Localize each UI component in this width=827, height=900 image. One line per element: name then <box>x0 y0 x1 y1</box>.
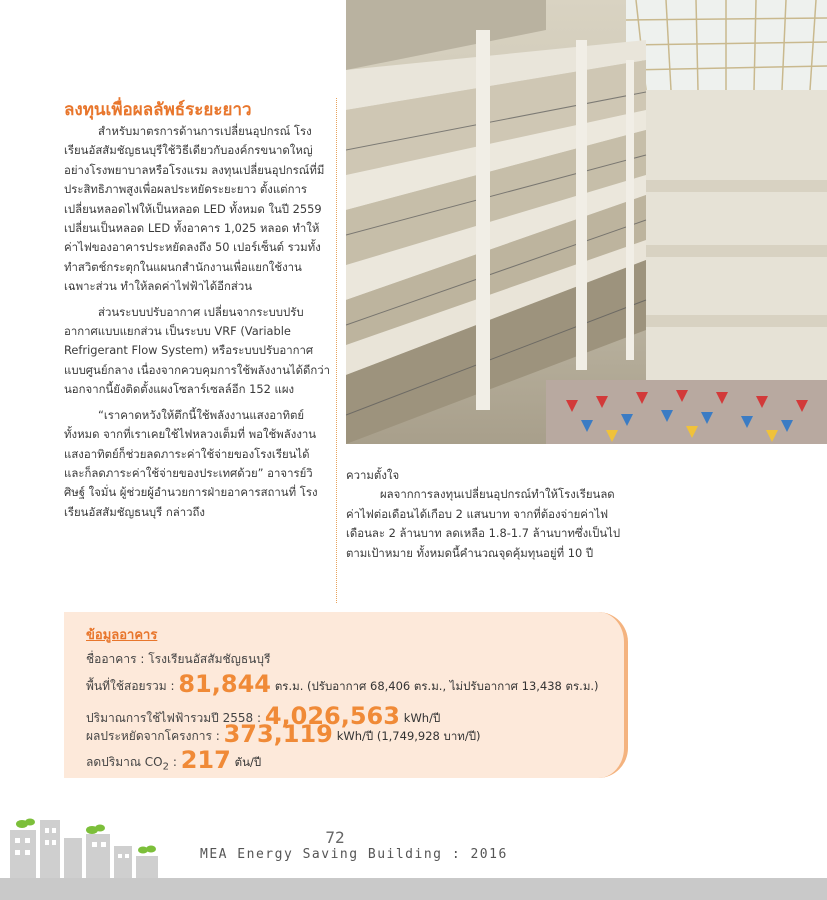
paragraph-aircon: ส่วนระบบปรับอากาศ เปลี่ยนจากระบบปรับอากาศแบบแยกส่วน เป็นระบบ VRF (Variable Refrigerant Flow System) หรือระบบปรับอากาศแบบศูนย์กลาง เนื่องจากควบคุมการใช้พลังงานได้ดีกว่า นอกจากนี้ยังติดตั้งแผงโซลาร์เซลล์อีก 152 แผง <box>64 304 331 397</box>
energy-label: ปริมาณการใช้ไฟฟ้ารวมปี 2558 : <box>86 711 265 725</box>
area-detail: ตร.ม. (ปรับอากาศ 68,406 ตร.ม., ไม่ปรับอากาศ 13,438 ตร.ม.) <box>274 679 599 693</box>
building-label: ชื่ออาคาร : <box>86 652 149 666</box>
building-name: โรงเรียนอัสสัมชัญธนบุรี <box>148 652 271 666</box>
paragraph-equipment: สำหรับมาตรการด้านการเปลี่ยนอุปกรณ์ โรงเรียนอัสสัมชัญธนบุรีใช้วิธีเดียวกับองค์กรขนาดใหญ่อย่างโรงพยาบาลหรือโรงแรม ลงทุนเปลี่ยนอุปกรณ์ที่มีประสิทธิภาพสูงเพื่อผลประหยัดระยะยาว ตั้งแต่การเปลี่ยนหลอดไฟให้เป็นหลอด LED ทั้งหมด ในปี 2559 เปลี่ยนเป็นหลอด LED ทั้งอาคาร 1,025 หลอด ทำให้ค่าไฟของอาคารประหยัดลงถึง 50 เปอร์เซ็นต์ รวมทั้งทำสวิตช์กระตุกในแผนกสำนักงานเพื่อแยกใช้งานเฉพาะส่วน ทำให้ลดค่าไฟฟ้าได้อีกส่วน <box>64 124 325 294</box>
area-value: 81,844 <box>178 670 271 698</box>
atrium-illustration <box>346 0 827 444</box>
savings-value: 373,119 <box>223 720 333 748</box>
paragraph-results: ผลจากการลงทุนเปลี่ยนอุปกรณ์ทำให้โรงเรียนลดค่าไฟต่อเดือนได้เกือบ 2 แสนบาท จากที่ต้องจ่ายค่าไฟเดือนละ 2 ล้านบาท ลดเหลือ 1.8-1.7 ล้านบาทซึ่งเป็นไปตามเป้าหมาย ทั้งหมดนี้คำนวณจุดคุ้มทุนอยู่ที่ 10 ปี <box>346 487 621 560</box>
school-atrium-photo <box>346 0 827 444</box>
savings-line-content <box>86 720 481 748</box>
article-heading: ลงทุนเพื่อผลลัพธ์ระยะยาว <box>64 100 252 120</box>
publication-title: MEA Energy Saving Building : 2016 <box>200 847 508 862</box>
area-label: พื้นที่ใช้สอยรวม : <box>86 679 179 693</box>
co2-line <box>86 746 261 774</box>
co2-unit: ตัน/ปี <box>234 755 262 769</box>
energy-unit: kWh/ปี <box>403 711 441 725</box>
area-line <box>86 670 599 698</box>
page-number: 72 <box>325 828 345 847</box>
column-divider <box>336 98 337 603</box>
co2-value: 217 <box>180 746 231 774</box>
info-title: ข้อมูลอาคาร <box>86 628 158 643</box>
energy-value: 4,026,563 <box>264 702 400 730</box>
building-name-line <box>86 650 270 669</box>
co2-subscript: 2 <box>162 761 170 773</box>
co2-label-post: : <box>169 755 181 769</box>
paragraph-continuation: ความตั้งใจ <box>346 468 400 482</box>
right-column-text <box>346 466 622 563</box>
co2-label-pre: ลดปริมาณ CO <box>86 755 163 769</box>
city-skyline-icon <box>0 812 180 882</box>
savings-unit: kWh/ปี (1,749,928 บาท/ปี) <box>336 729 481 743</box>
paragraph-quote: “เราคาดหวังให้ตึกนี้ใช้พลังงานแสงอาทิตย์ทั้งหมด จากที่เราเคยใช้ไฟหลวงเต็มที่ พอใช้พลังงานแสงอาทิตย์ก็ช่วยลดภาระค่าใช้จ่ายของโรงเรียนได้ และก็ลดภาระค่าใช้จ่ายของประเทศด้วย” อาจารย์วิศิษฐ์ ใจมั่น ผู้ช่วยผู้อำนวยการฝ่ายอาคารสถานที่ โรงเรียนอัสสัมชัญธนบุรี กล่าวถึง <box>64 407 318 519</box>
left-column-text <box>64 122 332 528</box>
savings-label: ผลประหยัดจากโครงการ : <box>86 729 224 743</box>
building-info-box <box>64 612 628 778</box>
footer-bar <box>0 878 827 900</box>
